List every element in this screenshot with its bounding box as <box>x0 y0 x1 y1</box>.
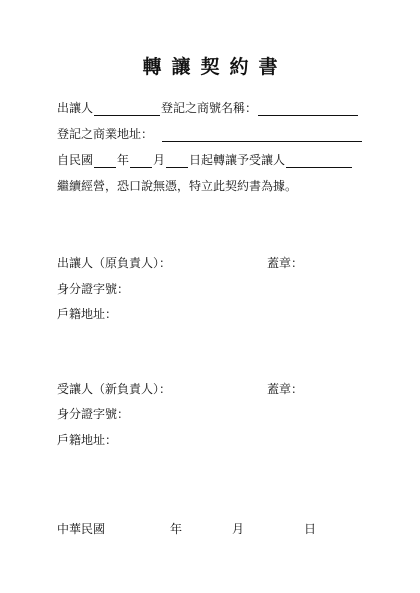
month-blank[interactable] <box>130 155 152 168</box>
transferee-id-label: 身分證字號： <box>57 407 130 421</box>
transferor-seal-label: 蓋章： <box>267 256 304 270</box>
month-label: 月 <box>153 153 166 167</box>
registered-name-label: 登記之商號名稱： <box>161 101 258 115</box>
day-blank[interactable] <box>166 155 188 168</box>
continuation-text: 繼續經營，恐口說無憑，特立此契約書為據。 <box>57 179 298 193</box>
clause-line-3 <box>57 152 353 168</box>
registered-address-blank[interactable] <box>162 129 362 142</box>
transferee-household-label: 戶籍地址： <box>57 433 118 447</box>
transferor-id-label: 身分證字號： <box>57 282 130 296</box>
from-roc-label: 自民國 <box>57 153 94 167</box>
clause-line-1 <box>57 100 359 116</box>
transferor-name-blank[interactable] <box>94 103 160 116</box>
registered-address-label: 登記之商業地址： <box>57 127 154 141</box>
transferor-block-label: 出讓人（原負責人）： <box>57 256 172 270</box>
clause-line-2 <box>57 126 363 142</box>
registered-name-blank[interactable] <box>258 103 358 116</box>
date-month-label: 月 <box>232 522 245 536</box>
date-day-label: 日 <box>304 522 317 536</box>
year-label: 年 <box>117 153 130 167</box>
transferee-name-blank[interactable] <box>286 155 352 168</box>
transferor-household-label: 戶籍地址： <box>57 307 118 321</box>
date-era-label: 中華民國 <box>57 522 106 536</box>
date-year-label: 年 <box>170 522 183 536</box>
day-start-label: 日起轉讓予受讓人 <box>189 153 286 167</box>
transferee-seal-label: 蓋章： <box>267 382 304 396</box>
year-blank[interactable] <box>94 155 116 168</box>
transferee-block-label: 受讓人（新負責人）： <box>57 382 172 396</box>
clause-line-4 <box>57 178 297 194</box>
transferor-label: 出讓人 <box>57 101 94 115</box>
document-title: 轉讓契約書 <box>142 56 288 78</box>
